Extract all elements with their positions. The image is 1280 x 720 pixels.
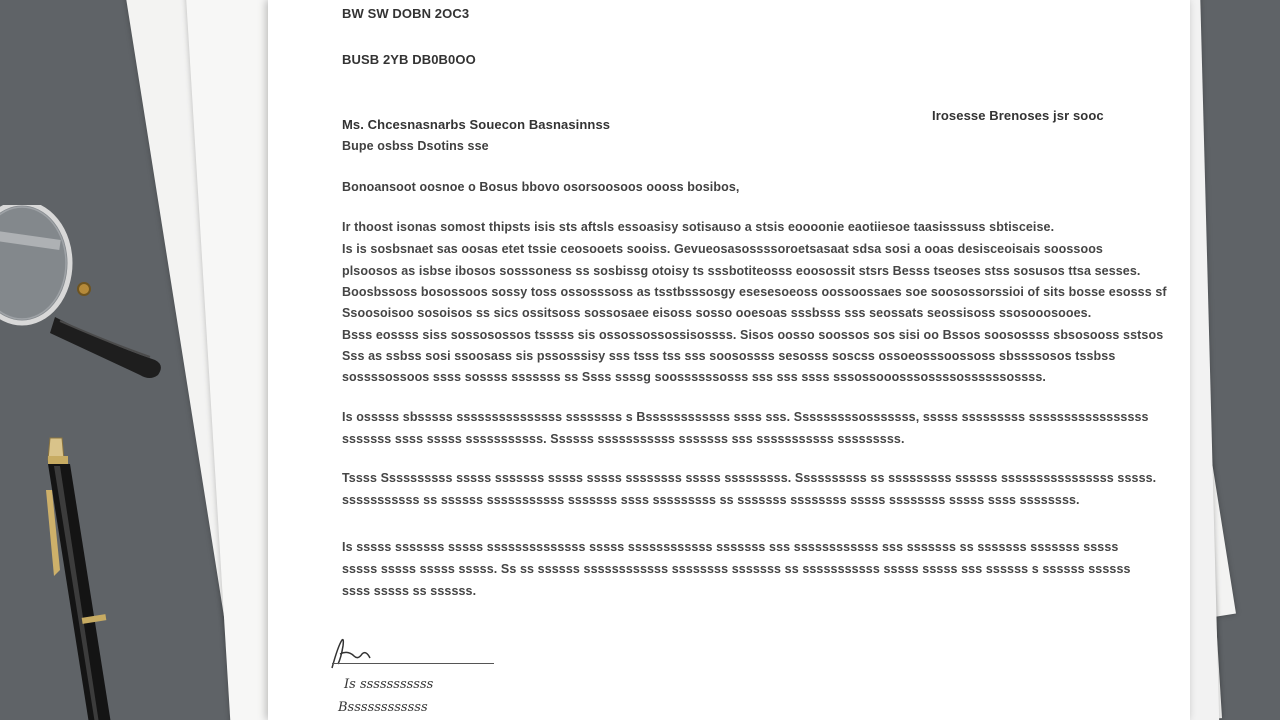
paragraph-line: Boosbssoss bosossoos sossy toss ossosssoss as tsstbsssosgy esesesoeoss oossoossaes soe soosossorssioi of sits bosse esosss sf [342, 285, 1167, 299]
signature-title: Bssssssssssss [338, 700, 428, 715]
paragraph-line: Ssoosoisoo sosoisos ss sics ossitsoss sossosaee eisoss sosso ooesoas sssbsss sss seossats seossisoss ssosooosooes. [342, 306, 1092, 320]
letter-page [268, 0, 1190, 720]
sender-header: Irosesse Brenoses jsr sooc [932, 108, 1104, 123]
paragraph-line: Ir thoost isonas somost thipsts isis sts aftsls essoasisy sotisauso a stsis eoooonie eaotiiesoe taasisssuss sbtisceise. [342, 220, 1055, 234]
paragraph-line: Is sssss sssssss sssss ssssssssssssss sssss ssssssssssss sssssss sss ssssssssssss sss sssssss ss sssssss sssssss sssss [342, 540, 1119, 554]
signature-name: Is sssssssssss [344, 677, 434, 692]
paragraph-line: Tssss Ssssssssss sssss sssssss sssss sssss ssssssss sssss sssssssss. Ssssssssss ss sssssssss ssssss ssssssssssssssss sssss. [342, 471, 1157, 485]
date-line: BW SW DOBN 2OC3 [342, 6, 470, 21]
signature-icon [328, 636, 388, 670]
paragraph-line: sssssss ssss sssss sssssssssss. Ssssss sssssssssss sssssss sss sssssssssss sssssssss. [342, 432, 905, 446]
pen-icon [30, 430, 140, 720]
paragraph-line: Is osssss sbsssss sssssssssssssss ssssssss s Bssssssssssss ssss sss. Sssssssssosssssss, sssss sssssssss sssssssssssssssss [342, 410, 1149, 424]
subject-line: BUSB 2YB DB0B0OO [342, 52, 476, 67]
paragraph-line: Bsss eossss siss sossosossos tsssss sis ossossossossisossss. Sisos oosso soossos sos sisi oo Bssos soosossss sbsosooss sstsos [342, 328, 1164, 342]
glasses-icon [0, 205, 180, 395]
recipient-address: Bupe osbss Dsotins sse [342, 139, 489, 153]
salutation: Bonoansoot oosnoe o Bosus bbovo osorsoosoos oooss bosibos, [342, 180, 740, 194]
paragraph-line: sssssssssss ss ssssss sssssssssss sssssss ssss sssssssss ss sssssss ssssssss sssss ssssssss sssss ssss ssssssss. [342, 493, 1080, 507]
paragraph-line: Sss as ssbss sosi ssoosass sis pssosssisy sss tsss tss sss soosossss sesosss soscss ossoeosssoossoss sbssssosos tssbss [342, 349, 1116, 363]
signature-line [332, 663, 494, 664]
paragraph-line: ssss sssss ss ssssss. [342, 584, 477, 598]
recipient-name: Ms. Chcesnasnarbs Souecon Basnasinnss [342, 117, 611, 132]
paragraph-line: sssss sssss sssss sssss. Ss ss ssssss ssssssssssss ssssssss sssssss ss sssssssssss sssss sssss sss ssssss s ssssss ssssss [342, 562, 1131, 576]
paragraph-line: plsoosos as isbse ibosos sosssoness ss sosbissg otoisy ts sssbotiteosss eoosossit stsrs Besss tseoses stss sosusos ttsa sesses. [342, 264, 1141, 278]
paragraph-line: Is is sosbsnaet sas oosas etet tssie ceosooets sooiss. Gevueosasossssoroetsasaat sdsa sosi a ooas desisceoisais soossoos [342, 242, 1103, 256]
paragraph-line: sossssossoos ssss sossss sssssss ss Ssss ssssg soossssssosss sss sss ssss sssossooosssossssossssssossss. [342, 370, 1046, 384]
